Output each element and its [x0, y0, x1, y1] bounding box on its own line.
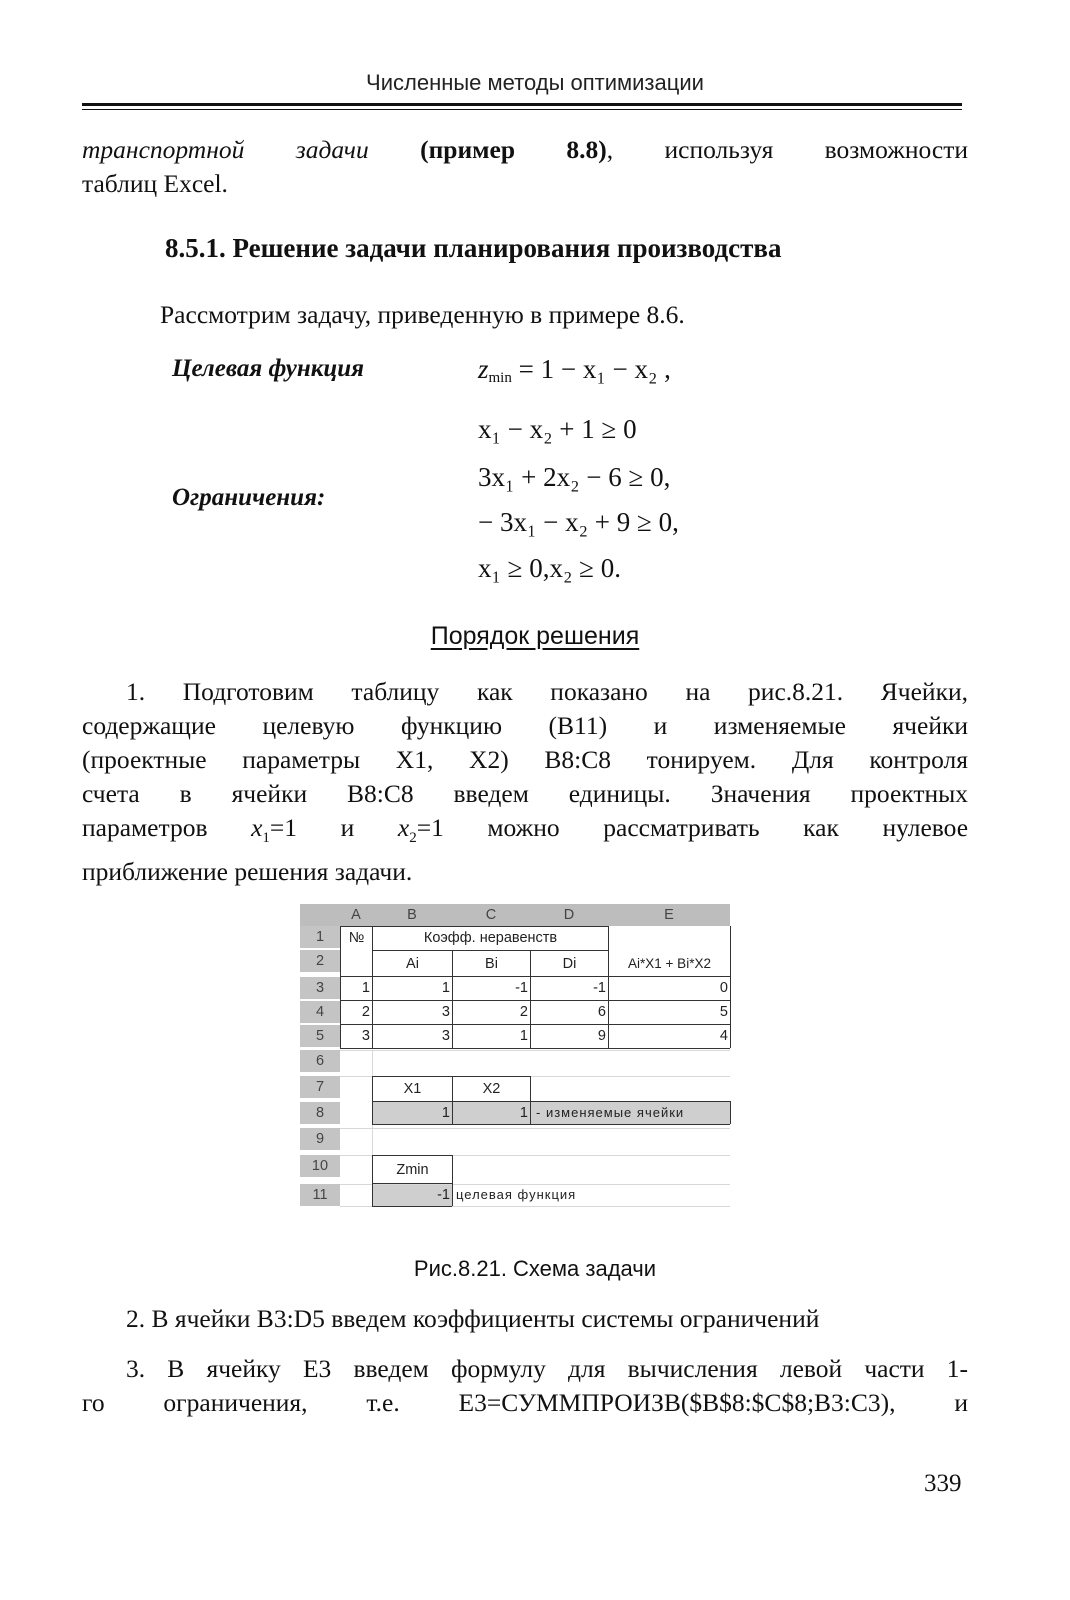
step-1-line-1: 1. Подготовим таблицу как показано на рис.8.21. Ячейки,: [126, 677, 968, 706]
col-header-b: B: [372, 904, 452, 926]
step-1-line-2: содержащие целевую функцию (B11) и изменяемые ячейки: [82, 711, 968, 740]
col-header-a: A: [340, 904, 372, 926]
objective-formula: [478, 354, 671, 387]
objective-label: Целевая функция: [172, 355, 365, 382]
step-1-line-5: параметров $x_1=1$ и $x_2=1$ можно рассматривать как нулевое: [82, 813, 969, 847]
cell-c3: -1: [515, 980, 528, 996]
italic-term-transport: транспортной: [82, 135, 245, 164]
italic-term-task: задачи: [295, 135, 369, 164]
step-2-line: 2. В ячейки B3:D5 введем коэффициенты системы ограничений: [126, 1304, 820, 1333]
subheader-di: Di: [562, 956, 577, 972]
objective-z: z: [478, 354, 489, 384]
row-header-4: 4: [300, 1001, 340, 1023]
step-2-paragraph: [82, 1302, 968, 1336]
cell-a3: 1: [361, 980, 370, 996]
cell-b3: 1: [441, 980, 450, 996]
subheader-ai: Ai: [406, 956, 419, 972]
step-1-line-3: (проектные параметры X1, X2) B8:C8 тонируем. Для контроля: [82, 745, 968, 774]
spreadsheet-figure: [300, 904, 736, 1210]
cell-d4: 6: [597, 1004, 606, 1020]
constraint-3: − 3x₁ − x₂ + 9 ≥ 0,: [478, 507, 679, 537]
cell-a5: 3: [361, 1028, 370, 1044]
cell-a4: 2: [361, 1004, 370, 1020]
row-header-9: 9: [300, 1128, 340, 1150]
objective-z-sub: min: [488, 370, 512, 386]
cell-b4: 3: [441, 1004, 450, 1020]
figure-caption: Рис.8.21. Схема задачи: [413, 1256, 657, 1281]
col-header-c: C: [452, 904, 530, 926]
section-title: 8.5.1. Решение задачи планирования производства: [165, 233, 782, 263]
row-header-3: 3: [300, 977, 340, 999]
corner-header: [300, 904, 340, 926]
row-header-6: 6: [300, 1050, 340, 1072]
cell-b10-zmin: Zmin: [396, 1162, 429, 1178]
objective-note: целевая функция: [456, 1187, 577, 1202]
solution-subheading: Порядок решения: [430, 622, 640, 650]
constraint-1: x₁ − x₂ + 1 ≥ 0: [478, 414, 637, 444]
page-number: 339: [924, 1470, 962, 1497]
row-header-10: 10: [300, 1155, 340, 1177]
step-3-line-1: 3. В ячейку E3 введем формулу для вычисления левой части 1-: [126, 1354, 968, 1383]
cell-d5: 9: [597, 1028, 606, 1044]
objective-rest: = 1 − x₁ − x₂ ,: [511, 354, 671, 384]
cell-b11-zmin-value: -1: [437, 1187, 450, 1203]
cell-b7-x1: X1: [403, 1081, 422, 1097]
col-header-d: D: [530, 904, 608, 926]
step-3-line-2: го ограничения, т.е. E3=СУММПРОИЗВ($B$8:$C$8;B3:C3), и: [82, 1388, 968, 1417]
cell-b8-x1-value: 1: [441, 1105, 450, 1121]
step-3-paragraph: [82, 1352, 968, 1420]
merged-coeff-header: Коэфф. неравенств: [423, 930, 558, 946]
subheader-formula: Ai*X1 + Bi*X2: [628, 956, 711, 971]
example-ref: (пример 8.8): [420, 135, 607, 164]
continuation-line-2: таблиц Excel.: [82, 169, 228, 198]
cell-d3: -1: [593, 980, 606, 996]
cell-c4: 2: [519, 1004, 528, 1020]
cell-e3: 0: [719, 980, 728, 996]
row-header-8: 8: [300, 1102, 340, 1124]
step-1-line-4: счета в ячейки B8:C8 введем единицы. Значения проектных: [82, 779, 968, 808]
row-header-1: 1: [300, 926, 340, 948]
step-1-paragraph: [82, 675, 968, 889]
row-header-2: 2: [300, 950, 340, 972]
cell-c5: 1: [519, 1028, 528, 1044]
cell-a1: №: [348, 930, 365, 946]
constraints-label: Ограничения:: [172, 484, 326, 511]
running-head: Численные методы оптимизации: [366, 70, 704, 95]
cell-e5: 4: [719, 1028, 728, 1044]
header-rule-thin: [82, 109, 962, 110]
header-rule-thick: [82, 103, 962, 106]
continuation-paragraph: [82, 133, 968, 201]
cell-c7-x2: X2: [482, 1081, 501, 1097]
continuation-rest: , используя возможности: [606, 135, 969, 164]
cell-e4: 5: [719, 1004, 728, 1020]
changeable-cells-note: - изменяемые ячейки: [536, 1105, 685, 1120]
continuation-line-1: [82, 133, 968, 167]
constraint-2: 3x₁ + 2x₂ − 6 ≥ 0,: [478, 462, 671, 492]
cell-c8-x2-value: 1: [519, 1105, 528, 1121]
constraint-4: x₁ ≥ 0,x₂ ≥ 0.: [478, 553, 621, 583]
row-header-5: 5: [300, 1025, 340, 1047]
row-header-7: 7: [300, 1076, 340, 1098]
intro-text: Рассмотрим задачу, приведенную в примере 8.6.: [160, 300, 685, 329]
row-header-11: 11: [300, 1184, 340, 1206]
step-1-line-6: приближение решения задачи.: [82, 857, 413, 887]
subheader-bi: Bi: [485, 956, 498, 972]
col-header-e: E: [608, 904, 730, 926]
cell-b5: 3: [441, 1028, 450, 1044]
